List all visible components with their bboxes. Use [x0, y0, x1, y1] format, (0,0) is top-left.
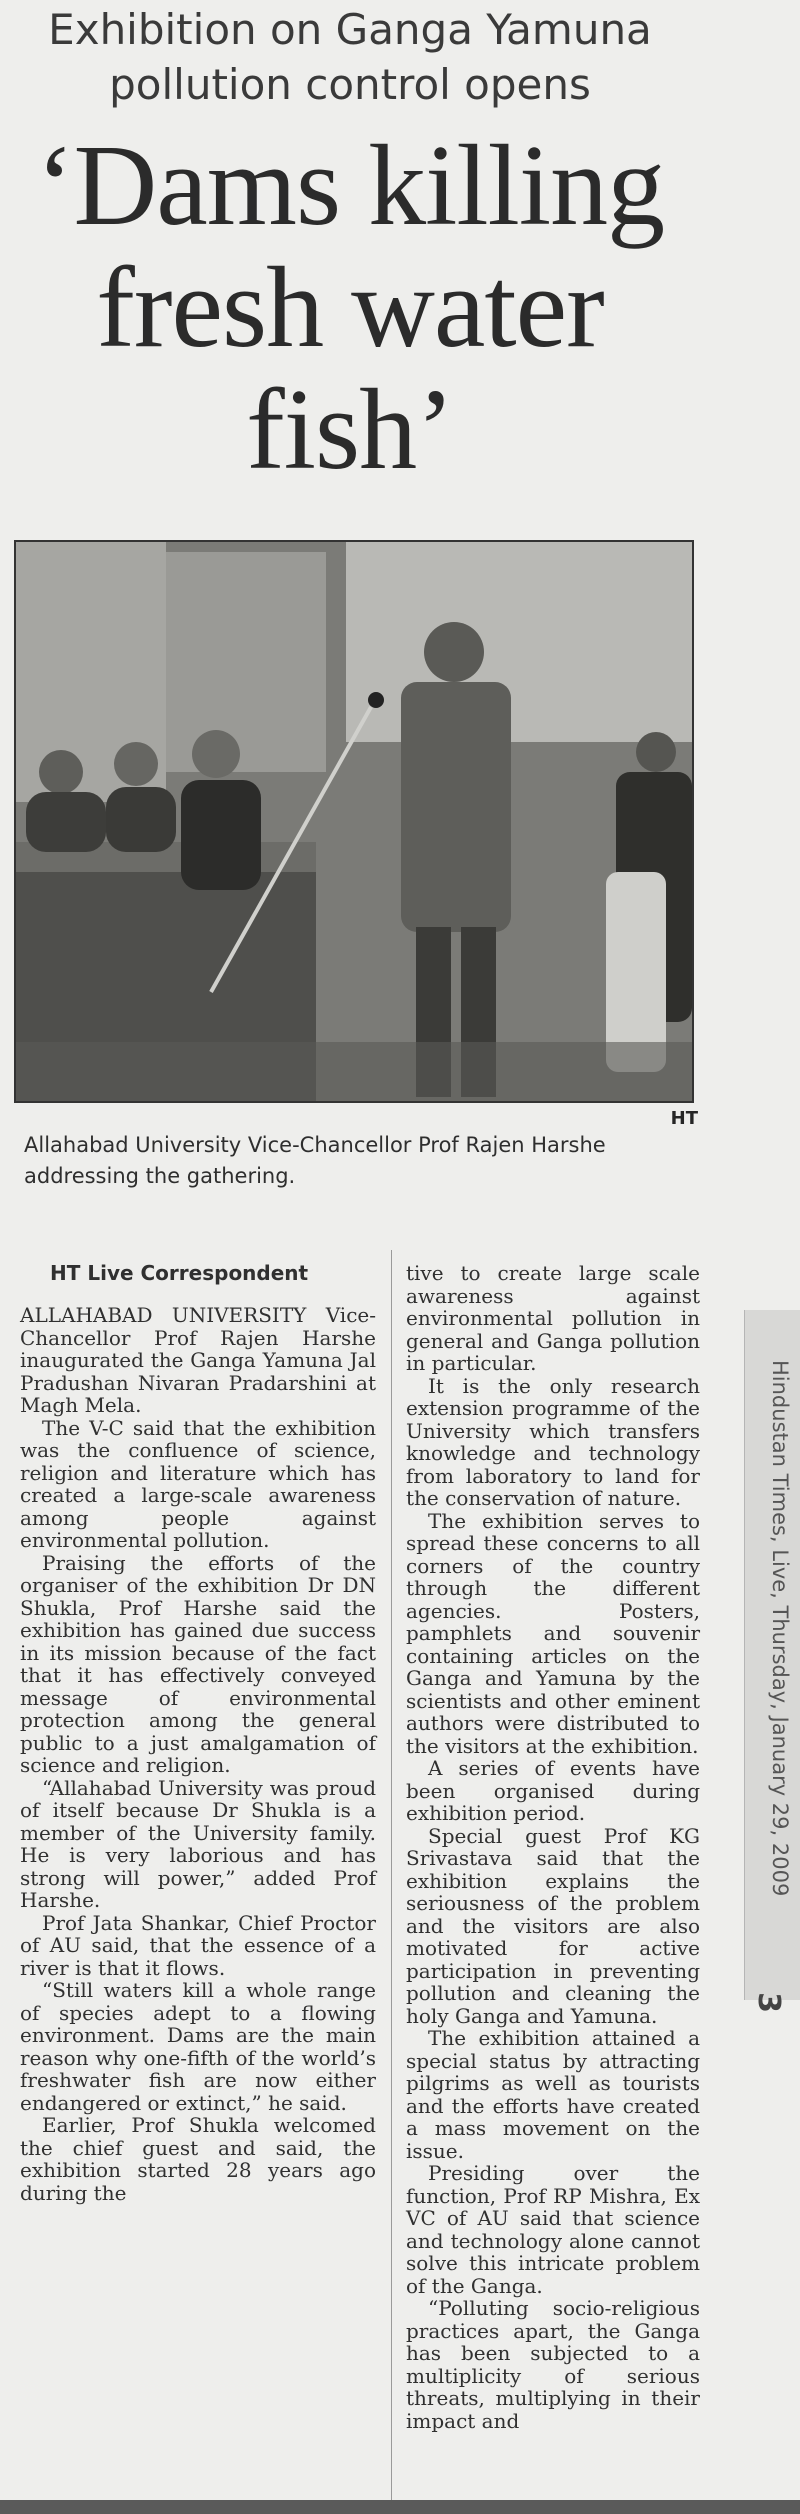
paragraph: “Still waters kill a whole range of species adept to a flowing environment. Dams are the main reason why one-fifth of the world’s freshwater fish are now either endangered or extinct,” he said.	[20, 1978, 376, 2115]
page-edge	[0, 2500, 800, 2514]
headline: ‘Dams killing fresh water fish’	[35, 122, 665, 494]
paragraph: Prof Jata Shankar, Chief Proctor of AU said, that the essence of a river is that it flows.	[20, 1910, 376, 1980]
paragraph: “Allahabad University was proud of itself because Dr Shukla is a member of the University family. He is very laborious and has strong will power,” added Prof Harshe.	[20, 1775, 376, 1912]
paragraph: The V-C said that the exhibition was the confluence of science, religion and literature which has created a large-scale awareness among people against environmental pollution.	[20, 1415, 376, 1552]
paragraph: A series of events have been organised during exhibition period.	[406, 1756, 700, 1825]
news-photo	[14, 540, 694, 1103]
paragraph: Praising the efforts of the organiser of the exhibition Dr DN Shukla, Prof Harshe said the exhibition has gained due success in its mission because of the fact that it has effectively conveyed message of environmental protection among the general public to a just amalgamation of science and religion.	[20, 1550, 376, 1777]
paragraph: ALLAHABAD UNIVERSITY Vice-Chancellor Prof Rajen Harshe inaugurated the Ganga Yamuna Jal Pradushan Nivaran Pradarshini at Magh Mela.	[20, 1303, 376, 1417]
page-number: 3	[750, 1992, 786, 2013]
paragraph: It is the only research extension programme of the University which transfers knowledge and technology from laboratory to land for the conservation of nature.	[406, 1373, 700, 1510]
photo-illustration	[16, 542, 692, 1101]
article-column-left	[20, 1262, 376, 2204]
paragraph: Presiding over the function, Prof RP Mishra, Ex VC of AU said that science and technology alone cannot solve this intricate problem of the Ganga.	[406, 2161, 700, 2298]
paragraph: Earlier, Prof Shukla welcomed the chief guest and said, the exhibition started 28 years ago during the	[20, 2113, 376, 2205]
paragraph: tive to create large scale awareness against environmental pollution in general and Ganga pollution in particular.	[406, 1261, 700, 1375]
photo-caption: Allahabad University Vice-Chancellor Prof Rajen Harshe addressing the gathering.	[24, 1133, 606, 1188]
kicker-heading: Exhibition on Ganga Yamuna pollution control opens	[48, 5, 652, 109]
paragraph: The exhibition attained a special status by attracting pilgrims as well as tourists and the efforts have created a mass movement on the issue.	[406, 2026, 700, 2163]
paragraph: “Polluting socio-religious practices apart, the Ganga has been subjected to a multiplicity of serious threats, multiplying in their impact and	[406, 2296, 700, 2433]
paragraph: Special guest Prof KG Srivastava said that the exhibition explains the seriousness of the problem and the visitors are also motivated for active participation in preventing pollution and cleaning the holy Ganga and Yamuna.	[406, 1823, 700, 2028]
photo-credit: HT	[670, 1108, 698, 1129]
column-divider	[391, 1250, 392, 2500]
article-column-right	[406, 1262, 700, 2432]
publication-dateline: Hindustan Times, Live, Thursday, January 29, 2009	[768, 1360, 792, 1897]
byline: HT Live Correspondent	[50, 1261, 309, 1285]
paragraph: The exhibition serves to spread these concerns to all corners of the country through the different agencies. Posters, pamphlets and souvenir containing articles on the Ganga and Yamuna by the scientists and other eminent authors were distributed to the visitors at the exhibition.	[406, 1508, 700, 1758]
